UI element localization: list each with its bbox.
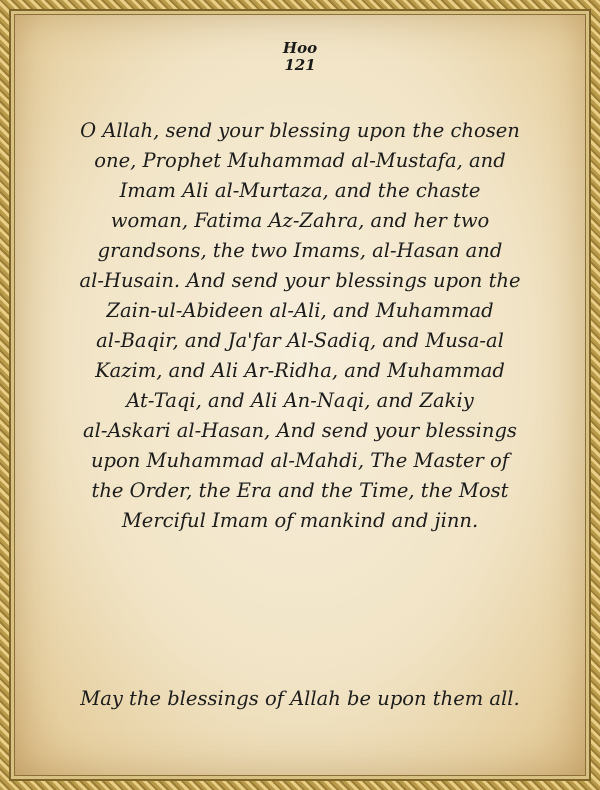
prayer-line: the Order, the Era and the Time, the Most (91, 479, 509, 502)
prayer-line: upon Muhammad al-Mahdi, The Master of (90, 449, 509, 472)
prayer-text (40, 116, 560, 536)
prayer-line: At-Taqi, and Ali An-Naqi, and Zakiy (126, 389, 474, 412)
prayer-line: al-Husain. And send your blessings upon the (79, 269, 521, 292)
page-heading (0, 40, 600, 74)
prayer-line: Merciful Imam of mankind and jinn. (121, 509, 479, 532)
prayer-line: Kazim, and Ali Ar-Ridha, and Muhammad (95, 359, 505, 382)
closing-blessing: May the blessings of Allah be upon them all. (80, 687, 520, 710)
prayer-line: Zain-ul-Abideen al-Ali, and Muhammad (106, 299, 494, 322)
prayer-line: grandsons, the two Imams, al-Hasan and (97, 239, 503, 262)
prayer-line: one, Prophet Muhammad al-Mustafa, and (94, 149, 506, 172)
prayer-line: O Allah, send your blessing upon the chosen (80, 119, 520, 142)
prayer-line: al-Baqir, and Ja'far Al-Sadiq, and Musa-al (96, 329, 504, 352)
page-number: 121 (284, 56, 316, 74)
prayer-line: al-Askari al-Hasan, And send your blessings (83, 419, 517, 442)
prayer-line: woman, Fatima Az-Zahra, and her two (110, 209, 490, 232)
page-title: Hoo (282, 39, 318, 57)
prayer-line: Imam Ali al-Murtaza, and the chaste (119, 179, 481, 202)
